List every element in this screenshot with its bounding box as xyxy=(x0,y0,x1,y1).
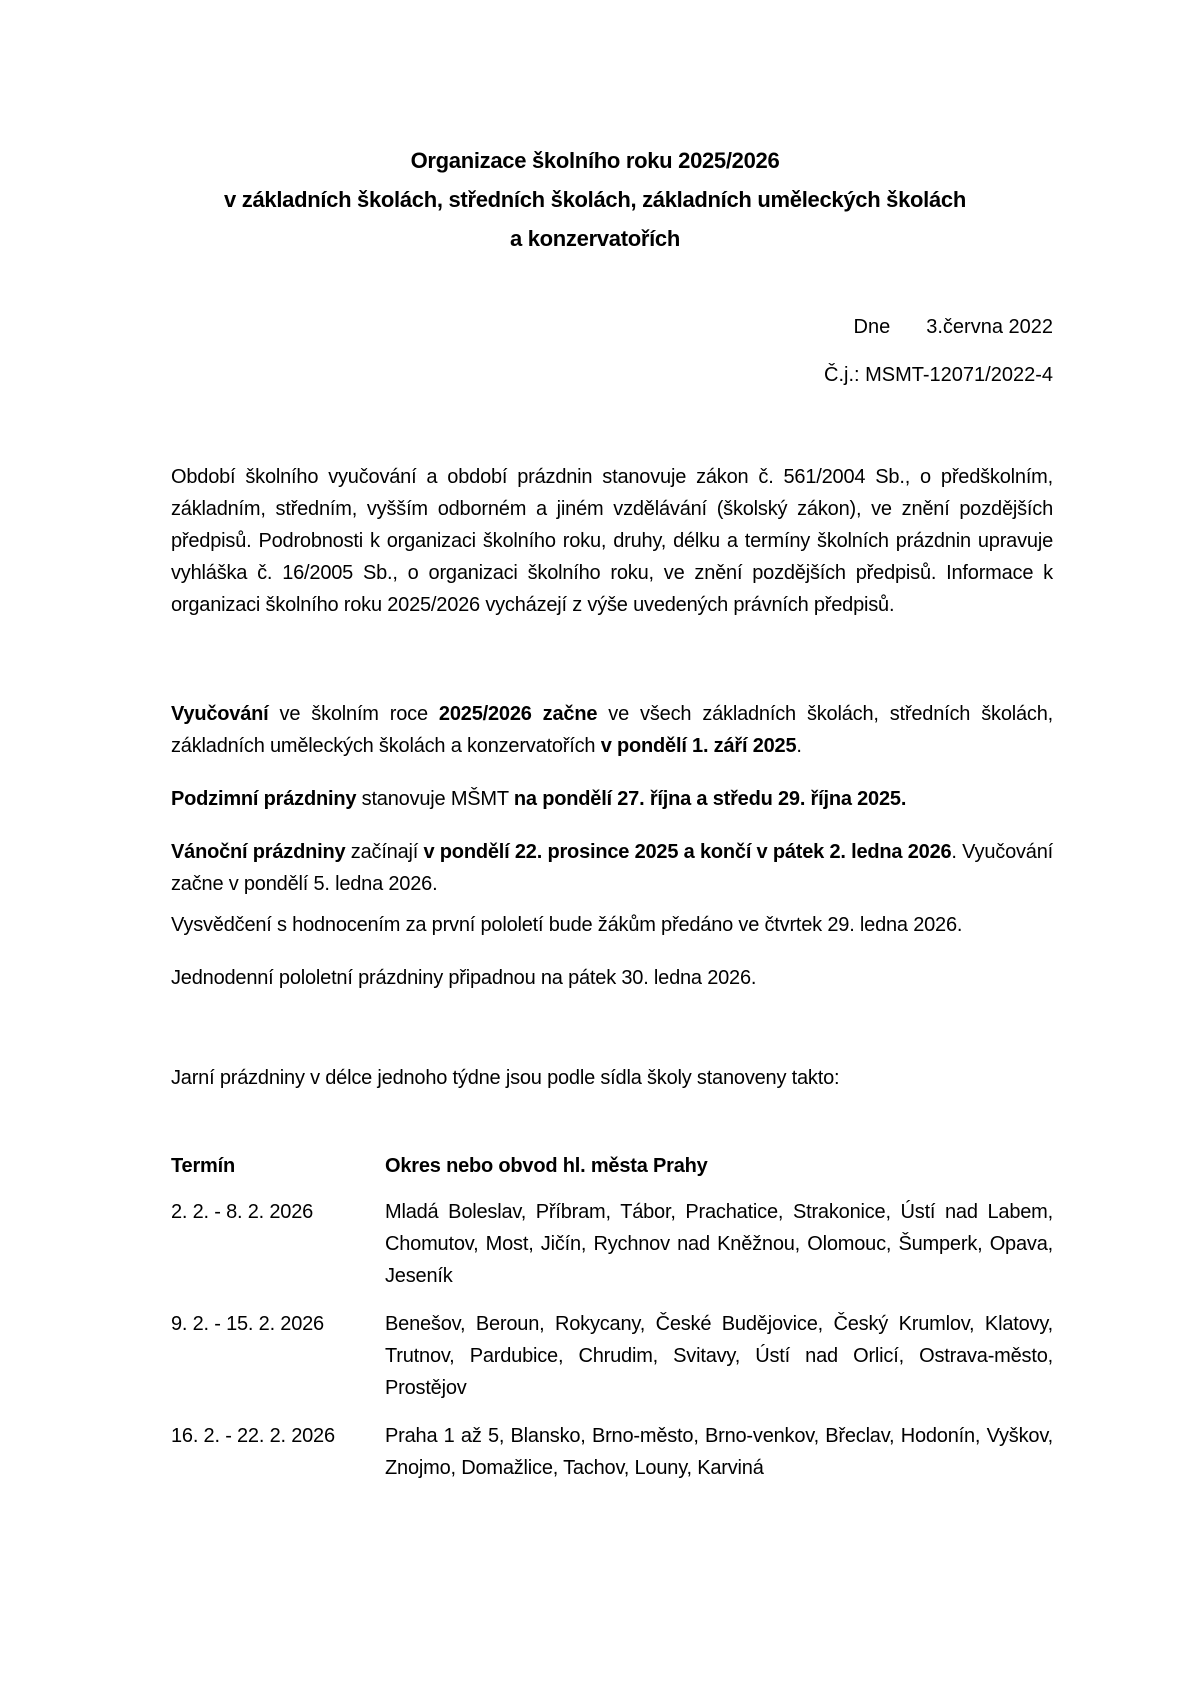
start-bold-1: Vyučování xyxy=(171,703,269,725)
table-row xyxy=(171,1308,1053,1404)
intro-paragraph: Období školního vyučování a období prázdnin stanovuje zákon č. 561/2004 Sb., o předškolním, základním, středním, vyšším odborném a jiném vzdělávání (školský zákon), ve znění pozdějších předpisů. Podrobnosti k organizaci školního roku, druhy, délku a termíny školních prázdnin upravuje vyhláška č. 16/2005 Sb., o organizaci školního roku, ve znění pozdějších předpisů. Informace k organizaci školního roku 2025/2026 vycházejí z výše uvedených právních předpisů. xyxy=(171,466,1053,616)
table-row xyxy=(171,1196,1053,1292)
reference-number: Č.j.: MSMT-12071/2022-4 xyxy=(824,364,1053,386)
christmas-text-1: začínají xyxy=(345,841,424,863)
start-text-3: . xyxy=(796,735,802,757)
title-line-2: v základních školách, středních školách, základních uměleckých školách xyxy=(224,187,966,212)
date-value: 3.června 2022 xyxy=(926,316,1053,338)
certificate-paragraph: Vysvědčení s hodnocením za první pololetí bude žákům předáno ve čtvrtek 29. ledna 2026. xyxy=(171,914,963,936)
header-term-label: Termín xyxy=(171,1155,235,1177)
date-label: Dne xyxy=(853,316,891,338)
school-year-start-paragraph xyxy=(171,698,1053,762)
document-date xyxy=(854,314,1053,340)
start-text-1: ve školním roce xyxy=(268,703,439,725)
christmas-bold-2: v pondělí 22. prosince 2025 a končí v pátek 2. ledna 2026 xyxy=(423,841,952,863)
start-bold-2: 2025/2026 začne xyxy=(438,703,598,725)
header-term xyxy=(171,1150,385,1182)
document-title xyxy=(160,141,1030,258)
autumn-bold-1: Podzimní prázdniny xyxy=(171,788,357,810)
start-bold-3: v pondělí 1. září 2025 xyxy=(600,735,797,757)
row-term: 9. 2. - 15. 2. 2026 xyxy=(171,1313,324,1335)
autumn-bold-2: na pondělí 27. října a středu 29. října 2025. xyxy=(513,788,907,810)
row-districts: Mladá Boleslav, Příbram, Tábor, Prachatice, Strakonice, Ústí nad Labem, Chomutov, Most, Jičín, Rychnov nad Kněžnou, Olomouc, Šumperk, Opava, Jeseník xyxy=(385,1201,1053,1287)
christmas-break-paragraph xyxy=(171,836,1053,900)
title-line-3: a konzervatořích xyxy=(509,226,681,251)
title-line-1: Organizace školního roku 2025/2026 xyxy=(410,148,780,173)
row-term: 2. 2. - 8. 2. 2026 xyxy=(171,1201,314,1223)
christmas-text-2: . Vyučování začne v pondělí 5. ledna 2026. xyxy=(171,841,1053,895)
autumn-break-paragraph xyxy=(171,783,1053,815)
table-row xyxy=(171,1420,1053,1484)
start-text-2: ve všech základních školách, středních školách, základních uměleckých školách a konzervatořích xyxy=(171,703,1053,757)
row-districts: Praha 1 až 5, Blansko, Brno-město, Brno-venkov, Břeclav, Hodonín, Vyškov, Znojmo, Domažlice, Tachov, Louny, Karviná xyxy=(385,1425,1053,1479)
table-header-row xyxy=(171,1150,1053,1182)
row-term: 16. 2. - 22. 2. 2026 xyxy=(171,1425,335,1447)
header-district xyxy=(385,1150,1053,1182)
autumn-text-1: stanovuje MŠMT xyxy=(356,788,514,810)
row-districts: Benešov, Beroun, Rokycany, České Budějovice, Český Krumlov, Klatovy, Trutnov, Pardubice, Chrudim, Svitavy, Ústí nad Orlicí, Ostrava-město, Prostějov xyxy=(385,1313,1053,1399)
single-day-break-paragraph: Jednodenní pololetní prázdniny připadnou na pátek 30. ledna 2026. xyxy=(171,967,757,989)
christmas-bold-1: Vánoční prázdniny xyxy=(171,841,346,863)
spring-break-table xyxy=(171,1150,1053,1500)
spring-break-intro: Jarní prázdniny v délce jednoho týdne jsou podle sídla školy stanoveny takto: xyxy=(171,1067,840,1089)
header-district-label: Okres nebo obvod hl. města Prahy xyxy=(385,1155,708,1177)
